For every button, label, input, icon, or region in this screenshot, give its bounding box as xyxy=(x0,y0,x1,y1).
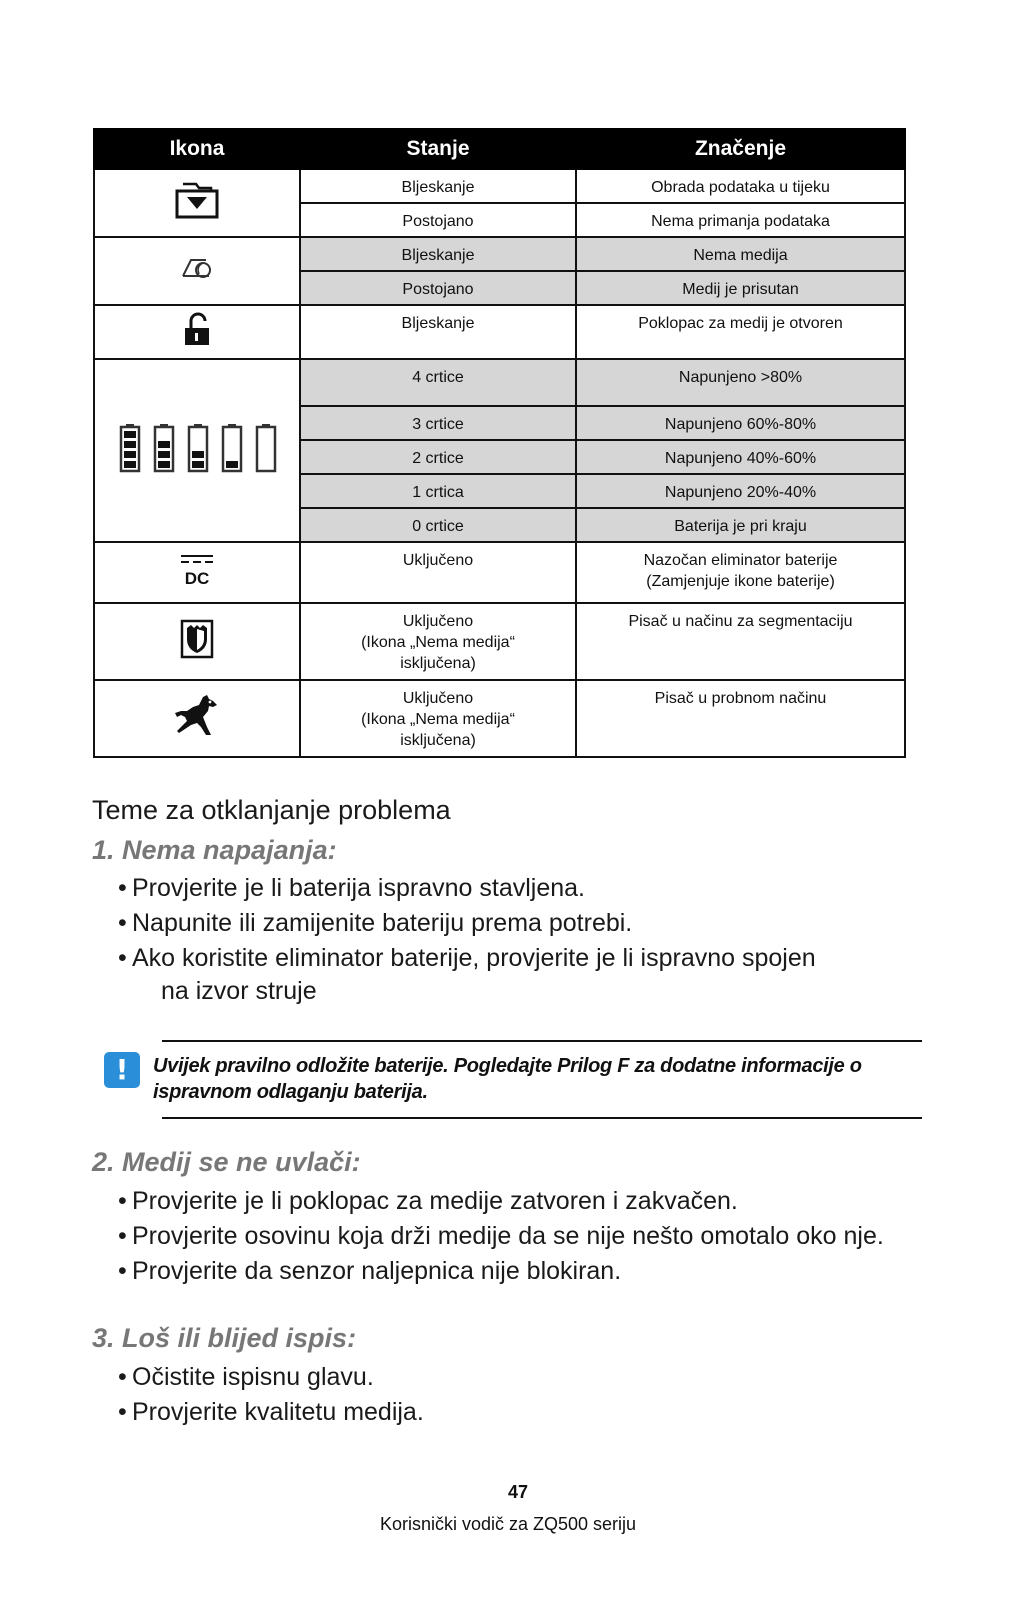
data-icon xyxy=(174,180,220,220)
open-cover-icon-cell xyxy=(94,305,300,359)
meaning-cell xyxy=(576,542,905,603)
state-cell: Postojano xyxy=(300,203,576,237)
battery-level-4-icon xyxy=(121,424,139,471)
meaning-cell: Pisač u probnom načinu xyxy=(576,680,905,757)
media-out-icon xyxy=(179,254,215,282)
state-line: isključena) xyxy=(400,655,476,672)
meaning-cell: Baterija je pri kraju xyxy=(576,508,905,542)
state-cell: 4 crtice xyxy=(300,359,576,406)
shield-icon-cell xyxy=(94,603,300,680)
footer-text: Korisnički vodič za ZQ500 seriju xyxy=(379,1514,637,1534)
state-cell: Bljeskanje xyxy=(300,237,576,271)
state-cell: 1 crtica xyxy=(300,474,576,508)
meaning-cell: Napunjeno 60%-80% xyxy=(576,406,905,440)
meaning-cell: Obrada podataka u tijeku xyxy=(576,169,905,203)
state-line: (Ikona „Nema medija“ xyxy=(361,711,515,728)
table-row xyxy=(94,169,905,203)
shield-icon xyxy=(180,619,214,659)
dc-label: DC xyxy=(184,569,210,588)
note-divider-top xyxy=(162,1040,922,1042)
battery-level-2-icon xyxy=(189,424,207,471)
state-line: (Ikona „Nema medija“ xyxy=(361,634,515,651)
meaning-cell: Pisač u načinu za segmentaciju xyxy=(576,603,905,680)
header-icon: Ikona xyxy=(94,129,300,169)
state-line: Uključeno xyxy=(402,690,474,707)
section-title: Teme za otklanjanje problema xyxy=(92,795,451,825)
state-cell: 0 crtice xyxy=(300,508,576,542)
table-row xyxy=(94,680,905,757)
state-cell: Postojano xyxy=(300,271,576,305)
page-number: 47 xyxy=(507,1482,529,1502)
state-cell: 2 crtice xyxy=(300,440,576,474)
meaning-cell: Napunjeno 20%-40% xyxy=(576,474,905,508)
dc-power-icon xyxy=(181,555,213,589)
warning-icon: ! xyxy=(104,1052,140,1088)
meaning-cell: Napunjeno 40%-60% xyxy=(576,440,905,474)
status-icon-table xyxy=(93,128,906,758)
list-item: • Ako koristite eliminator baterije, provjerite je li ispravno spojen xyxy=(118,944,816,972)
list-item: • Provjerite je li baterija ispravno stavljena. xyxy=(118,874,585,902)
meaning-cell: Nema primanja podataka xyxy=(576,203,905,237)
problem-title: 2. Medij se ne uvlači: xyxy=(92,1147,361,1177)
list-item: • Očistite ispisnu glavu. xyxy=(118,1363,374,1391)
meaning-cell: Nema medija xyxy=(576,237,905,271)
meaning-cell: Medij je prisutan xyxy=(576,271,905,305)
state-line: isključena) xyxy=(400,732,476,749)
table-row xyxy=(94,542,905,603)
battery-level-3-icon xyxy=(155,424,173,471)
battery-icon-cell xyxy=(94,359,300,542)
table-header-row xyxy=(94,129,905,169)
problem-title: 1. Nema napajanja: xyxy=(92,835,337,865)
state-cell: Bljeskanje xyxy=(300,169,576,203)
list-item: • Provjerite kvalitetu medija. xyxy=(118,1398,424,1426)
battery-levels-icon xyxy=(117,422,277,474)
table-row xyxy=(94,359,905,406)
table-row xyxy=(94,603,905,680)
list-item: • Provjerite je li poklopac za medije zatvoren i zakvačen. xyxy=(118,1187,738,1215)
table-row xyxy=(94,305,905,359)
meaning-line: Nazočan eliminator baterije xyxy=(643,552,838,569)
meaning-cell: Napunjeno >80% xyxy=(576,359,905,406)
header-meaning: Značenje xyxy=(576,129,905,169)
list-item: • Provjerite da senzor naljepnica nije blokiran. xyxy=(118,1257,622,1285)
state-cell xyxy=(300,603,576,680)
state-cell: Uključeno xyxy=(300,542,576,603)
note-divider-bottom xyxy=(162,1117,922,1119)
note-text: Uvijek pravilno odložite baterije. Pogledajte Prilog F za dodatne informacije o ispravnom odlaganju baterija. xyxy=(153,1055,862,1103)
kangaroo-icon-cell xyxy=(94,680,300,757)
list-item-continuation: na izvor struje xyxy=(161,977,317,1005)
media-out-icon-cell xyxy=(94,237,300,305)
battery-level-0-icon xyxy=(257,424,275,471)
state-line: Uključeno xyxy=(402,613,474,630)
state-cell: Bljeskanje xyxy=(300,305,576,359)
table-row xyxy=(94,237,905,271)
meaning-line: (Zamjenjuje ikone baterije) xyxy=(646,573,835,590)
open-cover-icon xyxy=(182,312,212,346)
meaning-cell: Poklopac za medij je otvoren xyxy=(576,305,905,359)
dc-icon-cell xyxy=(94,542,300,603)
state-cell xyxy=(300,680,576,757)
problem-title: 3. Loš ili blijed ispis: xyxy=(92,1323,357,1353)
state-cell: 3 crtice xyxy=(300,406,576,440)
kangaroo-icon xyxy=(173,693,221,739)
battery-level-1-icon xyxy=(223,424,241,471)
header-state: Stanje xyxy=(300,129,576,169)
data-icon-cell xyxy=(94,169,300,237)
list-item: • Provjerite osovinu koja drži medije da se nije nešto omotalo oko nje. xyxy=(118,1222,884,1250)
list-item: • Napunite ili zamijenite bateriju prema potrebi. xyxy=(118,909,633,937)
